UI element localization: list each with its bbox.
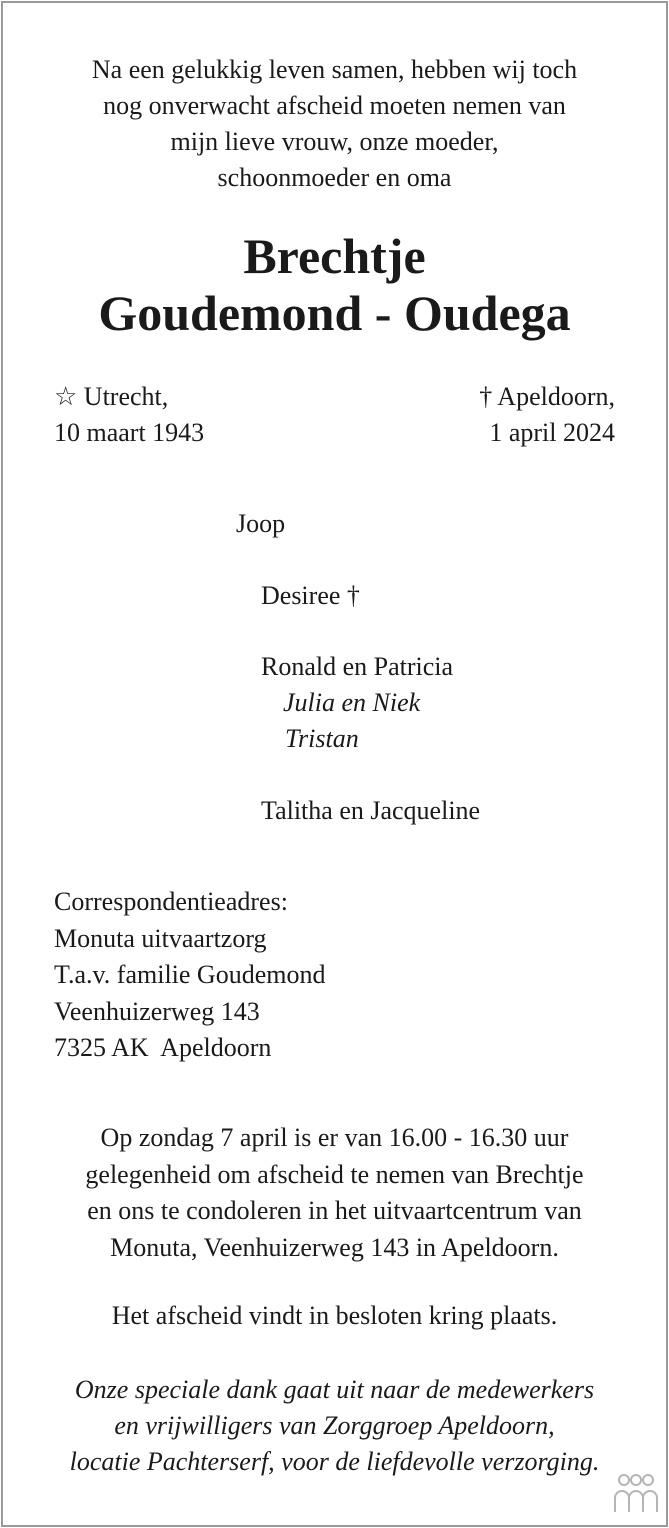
- birth-place: ☆ Utrecht,: [54, 382, 169, 411]
- address-line: T.a.v. familie Goudemond: [54, 960, 326, 989]
- ceremony-info: [0, 1120, 669, 1266]
- family-grandchild: Julia en Niek: [283, 688, 421, 717]
- family-people-icon: [610, 1472, 662, 1516]
- thanks-line: en vrijwilligers van Zorggroep Apeldoorn,: [114, 1411, 555, 1440]
- death-info: [479, 379, 615, 451]
- death-date: 1 april 2024: [489, 418, 615, 447]
- thanks-line: Onze speciale dank gaat uit naar de medewerkers: [74, 1375, 595, 1404]
- intro-line: Na een gelukkig leven samen, hebben wij toch: [91, 55, 578, 84]
- intro-text: [0, 52, 669, 196]
- private-ceremony-note: Het afscheid vindt in besloten kring plaats.: [111, 1301, 558, 1330]
- family-child: Desiree †: [261, 581, 360, 610]
- intro-line: schoonmoeder en oma: [217, 163, 452, 192]
- address-heading: Correspondentieadres:: [54, 887, 288, 916]
- ceremony-line: Op zondag 7 april is er van 16.00 - 16.30 uur: [100, 1123, 569, 1152]
- address-line: Monuta uitvaartzorg: [54, 923, 267, 953]
- thanks-text: [0, 1372, 669, 1480]
- correspondence-address: [54, 884, 325, 1067]
- intro-line: nog onverwacht afscheid moeten nemen van: [103, 91, 566, 120]
- surname: Goudemond - Oudega: [98, 285, 571, 341]
- ceremony-line: gelegenheid om afscheid te nemen van Brechtje: [85, 1159, 584, 1189]
- birth-date: 10 maart 1943: [54, 418, 205, 447]
- first-name: Brechtje: [243, 228, 426, 284]
- family-child: Ronald en Patricia: [261, 652, 454, 681]
- deceased-name: [0, 228, 669, 342]
- thanks-line: locatie Pachterserf, voor de liefdevolle verzorging.: [69, 1447, 600, 1476]
- intro-line: mijn lieve vrouw, onze moeder,: [170, 127, 499, 156]
- address-line: Veenhuizerweg 143: [54, 996, 260, 1026]
- death-place: † Apeldoorn,: [479, 382, 615, 411]
- family-grandchild: Tristan: [285, 724, 359, 753]
- birth-info: [54, 379, 204, 451]
- address-line: 7325 AK Apeldoorn: [54, 1033, 272, 1062]
- family-husband: Joop: [236, 509, 286, 538]
- ceremony-line: Monuta, Veenhuizerweg 143 in Apeldoorn.: [110, 1232, 559, 1262]
- ceremony-line: en ons te condoleren in het uitvaartcentrum van: [87, 1196, 582, 1225]
- family-child: Talitha en Jacqueline: [261, 796, 481, 825]
